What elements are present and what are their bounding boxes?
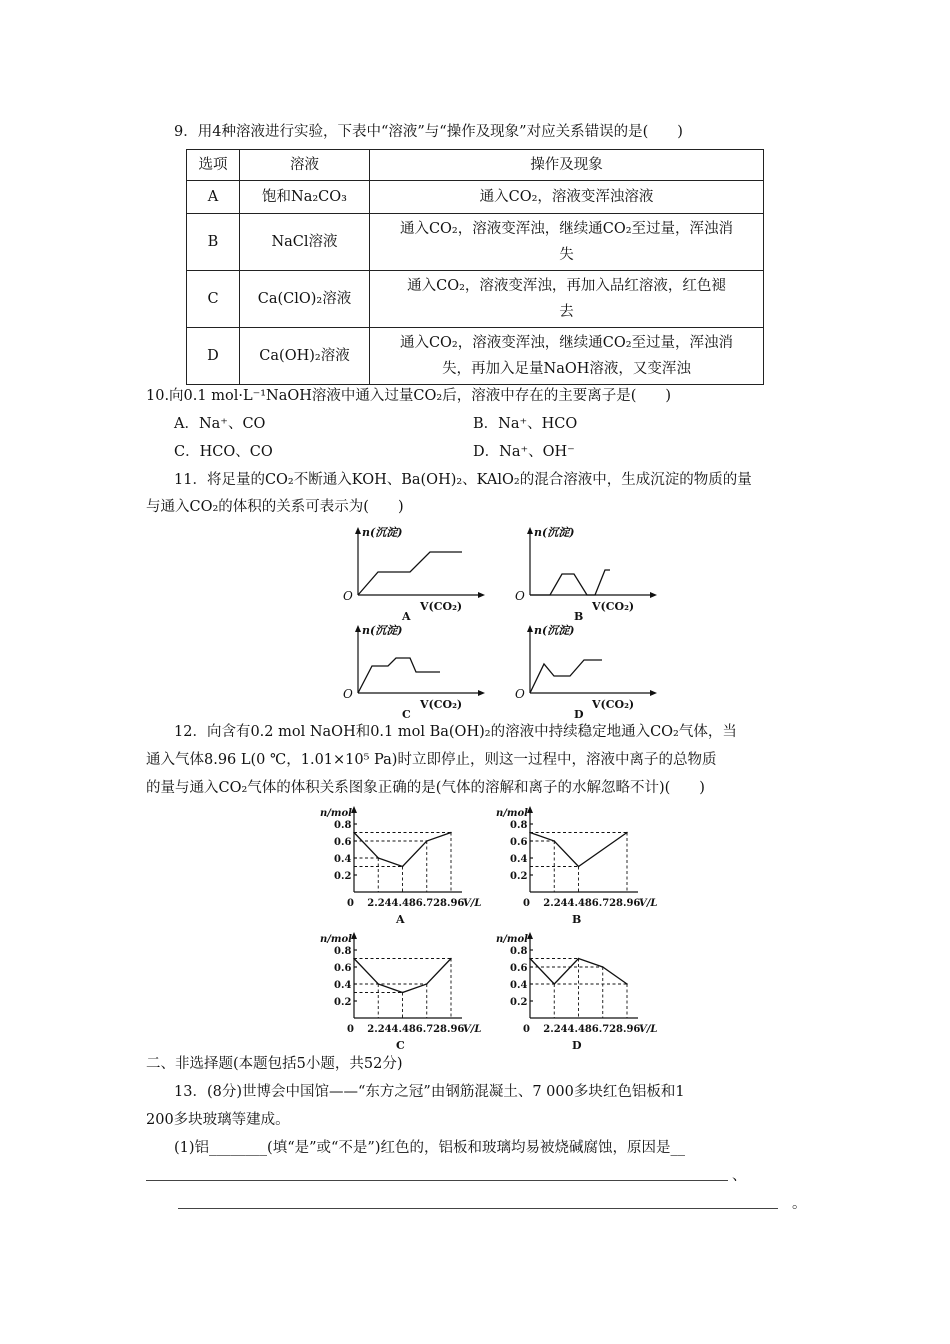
x-label: V(CO₂): [592, 698, 635, 711]
x-tick-label: 6.72: [415, 1024, 441, 1035]
x-tick-label: 2.24: [367, 898, 392, 909]
answer-blank[interactable]: [178, 1208, 778, 1209]
y-arrow-icon: [355, 527, 361, 534]
row-solution: NaCl溶液: [240, 214, 370, 271]
q13-stem-2: 200多块玻璃等建成。: [146, 1112, 290, 1128]
q11-stem-2: 与通入CO₂的体积的关系可表示为( ): [146, 499, 404, 515]
q13-part1: (1)铝________(填“是”或“不是”)红色的，铝板和玻璃均易被烧碱腐蚀，原因是__: [174, 1140, 686, 1156]
graph-label: B: [574, 610, 584, 623]
chart-label: A: [396, 913, 405, 926]
x-label: V/L: [639, 1024, 658, 1035]
data-point: [402, 866, 404, 868]
q13-separator: 、: [732, 1168, 747, 1184]
q10-stem: 10.向0.1 mol·L⁻¹NaOH溶液中通入过量CO₂后，溶液中存在的主要离子是( ): [146, 388, 672, 404]
row-solution: 饱和Na₂CO₃: [240, 181, 370, 214]
row-option: D: [187, 328, 240, 385]
y-tick-label: 0.8: [510, 820, 528, 831]
y-tick-label: 0.6: [334, 837, 352, 848]
q13-end: 。: [792, 1196, 807, 1212]
x-tick-label: 8.96: [440, 898, 465, 909]
row-operation: 通入CO₂，溶液变浑浊，继续通CO₂至过量，浑浊消 失，再加入足量NaOH溶液，又变浑浊: [370, 328, 764, 385]
y-label: n(沉淀): [362, 526, 403, 539]
q12-stem-2: 通入气体8.96 L(0 ℃，1.01×10⁵ Pa)时立即停止，则这一过程中，溶液中离子的总物质: [146, 752, 717, 768]
y-label: n/mol: [496, 934, 528, 945]
y-label: n/mol: [320, 934, 352, 945]
q11-stem-1: 11．将足量的CO₂不断通入KOH、Ba(OH)₂、KAlO₂的混合溶液中，生成沉淀的物质的量: [174, 472, 752, 488]
x-tick-label: 8.96: [616, 898, 641, 909]
x-label: V(CO₂): [420, 698, 463, 711]
origin: 0: [347, 1024, 354, 1035]
row-solution: Ca(OH)₂溶液: [240, 328, 370, 385]
data-point: [529, 832, 531, 834]
x-tick-label: 4.48: [567, 898, 592, 909]
series-line: [354, 833, 451, 867]
q11-graph-b: [512, 522, 672, 622]
q11-graph-d: [512, 620, 672, 720]
series-line: [358, 552, 462, 595]
chart-label: D: [572, 1039, 582, 1052]
data-point: [426, 983, 428, 985]
table-row: [187, 328, 764, 385]
answer-blank[interactable]: [146, 1180, 728, 1181]
x-label: V(CO₂): [420, 600, 463, 613]
data-point: [626, 983, 628, 985]
y-tick-label: 0.4: [510, 854, 528, 865]
q12-stem-1: 12．向含有0.2 mol NaOH和0.1 mol Ba(OH)₂的溶液中持续稳定地通入CO₂气体，当: [174, 724, 737, 740]
origin: O: [343, 589, 353, 603]
row-option: C: [187, 271, 240, 328]
row-solution: Ca(ClO)₂溶液: [240, 271, 370, 328]
table-header-row: [187, 150, 764, 181]
data-point: [353, 832, 355, 834]
graph-label: A: [402, 610, 411, 623]
q10-option-b: B．Na⁺、HCO: [473, 416, 578, 432]
y-tick-label: 0.2: [510, 997, 528, 1008]
q10-option-a: A．Na⁺、CO: [174, 416, 266, 432]
y-tick-label: 0.4: [334, 980, 352, 991]
x-arrow-icon: [650, 592, 657, 598]
graph-label: C: [402, 708, 411, 721]
q9-stem: 9．用4种溶液进行实验，下表中“溶液”与“操作及现象”对应关系错误的是( ): [174, 124, 683, 140]
data-point: [553, 983, 555, 985]
row-option: A: [187, 181, 240, 214]
graph-label: D: [574, 708, 584, 721]
series-line: [530, 570, 610, 595]
x-tick-label: 2.24: [543, 1024, 568, 1035]
y-label: n(沉淀): [534, 526, 575, 539]
y-arrow-icon: [527, 527, 533, 534]
row-option: B: [187, 214, 240, 271]
table-row: [187, 214, 764, 271]
q12-chart-a: [316, 806, 486, 926]
data-point: [450, 832, 452, 834]
header-solution: 溶液: [240, 150, 370, 181]
y-tick-label: 0.8: [334, 820, 352, 831]
y-label: n(沉淀): [534, 624, 575, 637]
x-tick-label: 4.48: [391, 1024, 416, 1035]
origin: O: [343, 687, 353, 701]
x-arrow-icon: [478, 690, 485, 696]
data-point: [578, 958, 580, 960]
data-point: [353, 958, 355, 960]
data-point: [529, 958, 531, 960]
data-point: [578, 866, 580, 868]
y-tick-label: 0.8: [510, 946, 528, 957]
origin: 0: [523, 898, 530, 909]
x-tick-label: 8.96: [616, 1024, 641, 1035]
data-point: [450, 958, 452, 960]
x-arrow-icon: [478, 592, 485, 598]
data-point: [626, 832, 628, 834]
x-label: V/L: [463, 1024, 482, 1035]
x-tick-label: 2.24: [367, 1024, 392, 1035]
x-tick-label: 6.72: [415, 898, 441, 909]
y-tick-label: 0.6: [510, 963, 528, 974]
q11-graph-c: [340, 620, 500, 720]
series-line: [358, 658, 440, 693]
x-label: V/L: [639, 898, 658, 909]
x-arrow-icon: [650, 690, 657, 696]
origin: 0: [347, 898, 354, 909]
q12-chart-c: [316, 932, 486, 1052]
header-operation: 操作及现象: [370, 150, 764, 181]
x-tick-label: 6.72: [591, 898, 617, 909]
series-line: [354, 959, 451, 993]
row-operation: 通入CO₂，溶液变浑浊溶液: [370, 181, 764, 214]
q9-table: [186, 149, 764, 385]
q12-stem-3: 的量与通入CO₂气体的体积关系图象正确的是(气体的溶解和离子的水解忽略不计)( ): [146, 780, 705, 796]
y-tick-label: 0.8: [334, 946, 352, 957]
y-label: n/mol: [496, 808, 528, 819]
y-arrow-icon: [527, 625, 533, 632]
q10-option-c: C．HCO、CO: [174, 444, 273, 460]
table-row: [187, 181, 764, 214]
x-tick-label: 4.48: [567, 1024, 592, 1035]
y-tick-label: 0.2: [334, 997, 352, 1008]
q12-chart-b: [492, 806, 662, 926]
data-point: [426, 840, 428, 842]
data-point: [402, 992, 404, 994]
x-tick-label: 8.96: [440, 1024, 465, 1035]
q12-chart-d: [492, 932, 662, 1052]
data-point: [553, 840, 555, 842]
q10-option-d: D．Na⁺、OH⁻: [473, 444, 575, 460]
x-tick-label: 2.24: [543, 898, 568, 909]
chart-label: C: [396, 1039, 405, 1052]
y-label: n(沉淀): [362, 624, 403, 637]
row-operation: 通入CO₂，溶液变浑浊，再加入品红溶液，红色褪 去: [370, 271, 764, 328]
origin: 0: [523, 1024, 530, 1035]
q11-graph-a: [340, 522, 500, 622]
table-row: [187, 271, 764, 328]
y-label: n/mol: [320, 808, 352, 819]
row-operation: 通入CO₂，溶液变浑浊，继续通CO₂至过量，浑浊消 失: [370, 214, 764, 271]
q13-stem-1: 13．(8分)世博会中国馆——“东方之冠”由钢筋混凝土、7 000多块红色铝板和1: [174, 1084, 685, 1100]
y-arrow-icon: [355, 625, 361, 632]
y-tick-label: 0.2: [334, 871, 352, 882]
data-point: [602, 966, 604, 968]
x-label: V(CO₂): [592, 600, 635, 613]
y-tick-label: 0.6: [510, 837, 528, 848]
x-tick-label: 4.48: [391, 898, 416, 909]
section-heading: 二、非选择题(本题包括5小题，共52分): [146, 1056, 403, 1072]
header-option: 选项: [187, 150, 240, 181]
chart-label: B: [572, 913, 582, 926]
origin: O: [515, 589, 525, 603]
series-line: [530, 833, 627, 867]
y-tick-label: 0.2: [510, 871, 528, 882]
y-tick-label: 0.4: [510, 980, 528, 991]
data-point: [377, 983, 379, 985]
y-tick-label: 0.4: [334, 854, 352, 865]
y-tick-label: 0.6: [334, 963, 352, 974]
data-point: [377, 857, 379, 859]
x-tick-label: 6.72: [591, 1024, 617, 1035]
x-label: V/L: [463, 898, 482, 909]
origin: O: [515, 687, 525, 701]
series-line: [530, 660, 602, 693]
